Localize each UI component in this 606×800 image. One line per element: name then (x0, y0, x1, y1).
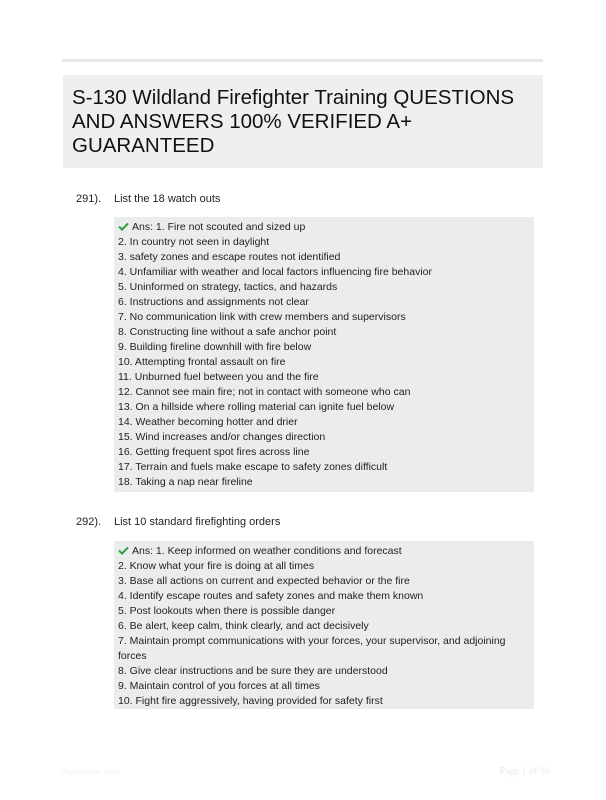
header-divider (62, 59, 543, 62)
answer-line: 3. Base all actions on current and expected behavior or the fire (118, 575, 410, 587)
answer-box (114, 541, 534, 709)
answer-line: 10. Fight fire aggressively, having provided for safety first (118, 695, 383, 707)
answer-box (114, 217, 534, 492)
answer-line: 8. Give clear instructions and be sure they are understood (118, 665, 388, 677)
answer-lines (118, 235, 530, 490)
check-icon (118, 222, 129, 231)
answer-first-line (118, 544, 530, 559)
answer-line: 4. Unfamiliar with weather and local factors influencing fire behavior (118, 266, 432, 278)
answer-line: 11. Unburned fuel between you and the fire (118, 371, 319, 383)
answer-first-line (118, 220, 530, 235)
question-number: 292). (76, 516, 102, 528)
page-title: S-130 Wildland Firefighter Training QUESTIONS AND ANSWERS 100% VERIFIED A+ GUARANTEED (72, 86, 515, 157)
answer-line: 2. In country not seen in daylight (118, 236, 270, 248)
answer-lines (118, 559, 530, 709)
answer-line: 7. No communication link with crew members and supervisors (118, 311, 406, 323)
footer-site: Paperlibre.com (60, 767, 121, 777)
answer-line: 9. Maintain control of you forces at all times (118, 680, 320, 692)
footer-page-number: Page 1 of 10 (499, 766, 550, 777)
answer-line: 12. Cannot see main fire; not in contact with someone who can (118, 386, 411, 398)
answer-line: 17. Terrain and fuels make escape to safety zones difficult (118, 461, 388, 473)
answer-first-text: Ans: 1. Fire not scouted and sized up (132, 221, 306, 233)
question-text: List 10 standard firefighting orders (114, 516, 281, 528)
answer-line: 10. Attempting frontal assault on fire (118, 356, 286, 368)
answer-line: 18. Taking a nap near fireline (118, 476, 253, 488)
answer-line: 15. Wind increases and/or changes direction (118, 431, 326, 443)
answer-line: 6. Be alert, keep calm, think clearly, and act decisively (118, 620, 369, 632)
question-number: 291). (76, 193, 102, 205)
answer-line: 9. Building fireline downhill with fire below (118, 341, 312, 353)
answer-line: 14. Weather becoming hotter and drier (118, 416, 298, 428)
answer-line: 3. safety zones and escape routes not identified (118, 251, 341, 263)
answer-line: 4. Identify escape routes and safety zones and make them known (118, 590, 424, 602)
answer-line: 8. Constructing line without a safe anchor point (118, 326, 337, 338)
answer-line: 2. Know what your fire is doing at all times (118, 560, 315, 572)
answer-line: 6. Instructions and assignments not clear (118, 296, 309, 308)
title-box (63, 75, 543, 168)
answer-first-text: Ans: 1. Keep informed on weather conditions and forecast (132, 545, 402, 557)
answer-line: 5. Post lookouts when there is possible danger (118, 605, 336, 617)
answer-line: 5. Uninformed on strategy, tactics, and hazards (118, 281, 338, 293)
answer-line: 13. On a hillside where rolling material can ignite fuel below (118, 401, 395, 413)
question-text: List the 18 watch outs (114, 193, 221, 205)
answer-line: 7. Maintain prompt communications with your forces, your supervisor, and adjoining forces (118, 635, 506, 662)
answer-line: 16. Getting frequent spot fires across line (118, 446, 310, 458)
check-icon (118, 546, 129, 555)
